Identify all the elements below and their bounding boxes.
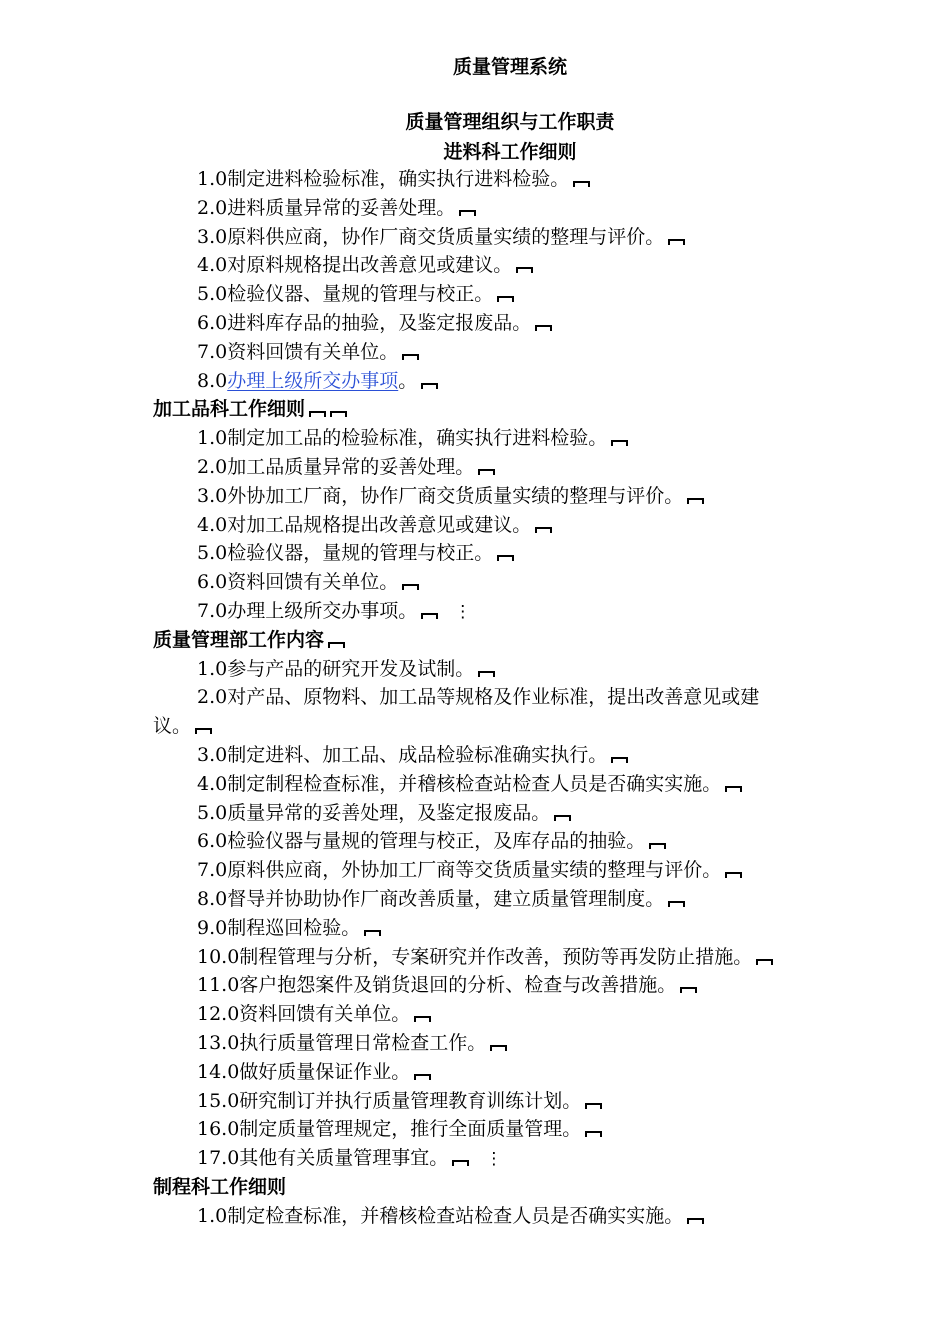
paragraph-mark-icon [756,959,773,965]
hyperlink[interactable]: 办理上级所交办事项 [227,369,399,392]
section-title: 进料科工作细则 [443,141,577,163]
vertical-ellipsis-icon: ⋮ [485,1149,503,1170]
paragraph-mark-icon [725,872,742,878]
list-item-suffix: 。 [398,369,418,392]
paragraph-mark-icon [490,1045,507,1051]
list-item-text: 2.0加工品质量异常的妥善处理。 [197,455,475,478]
list-item [0,1202,950,1231]
paragraph-mark-icon [478,671,495,677]
list-item-text: 16.0制定质量管理规定，推行全面质量管理。 [197,1118,582,1141]
paragraph-mark-icon [421,613,438,619]
paragraph-mark-icon [585,1131,602,1137]
list-item-text: 12.0资料回馈有关单位。 [197,1003,411,1026]
vertical-ellipsis-icon: ⋮ [454,601,472,622]
list-item [0,827,950,856]
list-item-text: 11.0客户抱怨案件及销货退回的分析、检查与改善措施。 [197,974,677,997]
list-item [0,971,950,1000]
list-item-text: 8.0 [197,369,228,392]
list-item [0,683,950,712]
list-item-text: 4.0对原料规格提出改善意见或建议。 [197,254,513,277]
paragraph-mark-icon [452,1160,469,1166]
list-item-text: 4.0制定制程检查标准，并稽核检查站检查人员是否确实实施。 [197,772,722,795]
paragraph-mark-icon [195,728,212,734]
paragraph-mark-icon [364,930,381,936]
list-item-text: 5.0检验仪器，量规的管理与校正。 [197,542,494,565]
paragraph-mark-icon [585,1103,602,1109]
paragraph-mark-icon [687,1218,704,1224]
section-heading-text: 加工品科工作细则 [153,398,306,421]
paragraph-mark-icon [414,1016,431,1022]
section-heading [0,1173,950,1202]
paragraph-mark-icon [680,987,697,993]
list-item [0,1029,950,1058]
list-item [0,511,950,540]
list-item-text: 3.0外协加工厂商，协作厂商交货质量实绩的整理与评价。 [197,484,684,507]
list-item [0,568,950,597]
paragraph-mark-icon [554,815,571,821]
list-item-text: 3.0制定进料、加工品、成品检验标准确实执行。 [197,743,608,766]
list-item-text: 7.0资料回馈有关单位。 [197,340,399,363]
paragraph-mark-icon [459,210,476,216]
paragraph-mark-icon [421,383,438,389]
list-item-text: 7.0原料供应商，外协加工厂商等交货质量实绩的整理与评价。 [197,859,722,882]
paragraph-mark-icon [611,440,628,446]
list-item-text: 7.0办理上级所交办事项。 [197,599,418,622]
list-item-text: 10.0制程管理与分析，专案研究并作改善，预防等再发防止措施。 [197,945,753,968]
paragraph-mark-icon [668,239,685,245]
list-item [0,482,950,511]
list-item [0,280,950,309]
list-item [0,655,950,684]
list-item [0,1000,950,1029]
list-item-text: 9.0制程巡回检验。 [197,916,361,939]
list-item [0,770,950,799]
paragraph-mark-icon [402,354,419,360]
list-item [0,194,950,223]
list-item-text: 14.0做好质量保证作业。 [197,1060,411,1083]
list-item-text: 2.0对产品、原物料、加工品等规格及作业标准，提出改善意见或建 [197,686,760,709]
paragraph-mark-icon [573,181,590,187]
document-subtitle: 质量管理组织与工作职责 [405,111,615,133]
section-heading-text: 质量管理部工作内容 [153,628,325,651]
list-item-text: 3.0原料供应商，协作厂商交货质量实绩的整理与评价。 [197,225,665,248]
list-item [0,453,950,482]
section-heading-text: 制程科工作细则 [153,1175,287,1198]
list-item [0,165,950,194]
list-item [0,309,950,338]
paragraph-mark-icon [687,498,704,504]
list-item-text: 17.0其他有关质量管理事宜。 [197,1147,449,1170]
paragraph-mark-icon [414,1074,431,1080]
paragraph-mark-icon [478,469,495,475]
list-item-text: 2.0进料质量异常的妥善处理。 [197,196,456,219]
section-heading [0,395,950,424]
list-item-text: 议。 [153,715,192,738]
list-item-text: 5.0质量异常的妥善处理，及鉴定报废品。 [197,801,551,824]
paragraph-mark-icon [516,267,533,273]
section-heading [0,626,950,655]
list-item [0,1115,950,1144]
paragraph-mark-icon [330,411,347,417]
paragraph-mark-icon [725,786,742,792]
list-item-text: 1.0制定进料检验标准，确实执行进料检验。 [197,168,570,190]
list-item-text: 6.0资料回馈有关单位。 [197,571,399,594]
list-item-text: 6.0进料库存品的抽验，及鉴定报废品。 [197,311,532,334]
list-item [0,914,950,943]
list-item [0,251,950,280]
list-item-text: 1.0参与产品的研究开发及试制。 [197,657,475,680]
list-item [0,1087,950,1116]
paragraph-mark-icon [497,555,514,561]
list-item-text: 6.0检验仪器与量规的管理与校正，及库存品的抽验。 [197,830,646,853]
list-item-text: 1.0制定加工品的检验标准，确实执行进料检验。 [197,427,608,450]
duty-list [0,165,950,1230]
paragraph-mark-icon [611,757,628,763]
paragraph-mark-icon [402,584,419,590]
list-item [0,856,950,885]
list-item [0,799,950,828]
list-item [0,1058,950,1087]
paragraph-mark-icon [309,411,326,417]
list-item [0,338,950,367]
list-item [0,712,950,741]
list-item-text: 4.0对加工品规格提出改善意见或建议。 [197,513,532,536]
list-item [0,367,950,396]
paragraph-mark-icon [668,901,685,907]
paragraph-mark-icon [649,843,666,849]
paragraph-mark-icon [497,296,514,302]
list-item [0,943,950,972]
list-item-text: 15.0研究制订并执行质量管理教育训练计划。 [197,1089,582,1112]
list-item-text: 8.0督导并协助协作厂商改善质量，建立质量管理制度。 [197,887,665,910]
list-item-text: 5.0检验仪器、量规的管理与校正。 [197,283,494,306]
list-item [0,885,950,914]
paragraph-mark-icon [328,642,345,648]
list-item [0,539,950,568]
list-item [0,223,950,252]
document-title: 质量管理系统 [452,56,567,78]
paragraph-mark-icon [535,527,552,533]
list-item [0,597,950,626]
list-item [0,741,950,770]
list-item [0,1144,950,1173]
list-item-text: 1.0制定检查标准，并稽核检查站检查人员是否确实实施。 [197,1204,684,1227]
paragraph-mark-icon [535,325,552,331]
list-item-text: 13.0执行质量管理日常检查工作。 [197,1031,487,1054]
list-item [0,424,950,453]
